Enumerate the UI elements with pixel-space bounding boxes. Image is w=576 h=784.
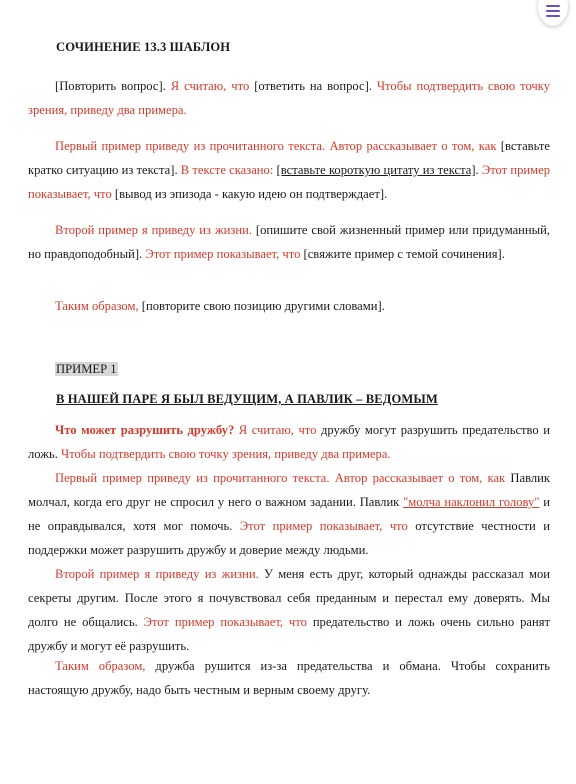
example-ex1-continuation: и не оправдывался, хотя мог помочь. <box>28 495 551 533</box>
template-ex1-placeholder-conclusion: [вывод из эпизода - какую идею он подтверждает]. <box>114 187 388 201</box>
example-paragraph-intro <box>28 418 550 466</box>
menu-icon <box>546 5 560 17</box>
template-paragraph-example-life <box>28 218 550 266</box>
example-ex1-conclusion: отсутствие честности и поддержки может разрушить дружбу и доверие между людьми. <box>28 519 551 557</box>
example-ex1-phrase-shows: Этот пример показывает, что <box>239 519 416 533</box>
template-ex1-phrase-shows: Этот пример показывает, что <box>28 163 550 201</box>
example-ex1-phrase: Первый пример приведу из прочитанного текста. Автор рассказывает о том, как <box>55 471 511 485</box>
template-paragraph-example-text <box>28 134 550 206</box>
template-intro-phrase-opinion: Я считаю, что <box>170 79 255 93</box>
template-ex1-phrase-quote: В тексте сказано: <box>180 163 277 177</box>
example-ex2-phrase-shows: Этот пример показывает, что <box>143 615 313 629</box>
example-heading: В НАШЕЙ ПАРЕ Я БЫЛ ВЕДУЩИМ, А ПАВЛИК – ВЕДОМЫМ <box>56 392 438 406</box>
example-ex2-life: У меня есть друг, который однажды рассказал мои секреты другим. После этого я почувствовал себя преданным и перестал ему доверять. Мы долго не общались. <box>28 567 550 629</box>
template-ex1-punct: . <box>475 163 482 177</box>
template-ex2-phrase-shows: Этот пример показывает, что <box>145 247 304 261</box>
template-ex2-placeholder-life: [опишите свой жизненный пример или придуманный, но правдоподобный]. <box>28 223 551 261</box>
example-label-text: ПРИМЕР 1 <box>56 362 117 376</box>
example-ex1-quote: "молча наклонил голову" <box>403 495 540 509</box>
template-intro-placeholder-question: [Повторить вопрос]. <box>55 79 171 93</box>
template-paragraph-conclusion <box>28 294 550 318</box>
example-intro-answer: дружбу могут разрушить предательство и ложь. <box>28 423 550 461</box>
template-title: СОЧИНЕНИЕ 13.3 ШАБЛОН <box>56 40 231 54</box>
template-paragraph-intro <box>28 74 550 122</box>
example-label <box>55 357 118 381</box>
example-conclusion-phrase: Таким образом, <box>55 659 156 673</box>
example-conclusion-text: дружба рушится из-за предательства и обмана. Чтобы сохранить настоящую дружбу, надо быть честным и верным своему другу. <box>28 659 550 697</box>
template-ex1-placeholder-situation: [вставьте кратко ситуацию из текста]. <box>28 139 550 177</box>
example-ex1-situation: Павлик молчал, когда его друг не спросил у него о важном задании. Павлик <box>28 471 550 509</box>
example-intro-phrase-proof: Чтобы подтвердить свою точку зрения, приведу два примера. <box>61 447 391 461</box>
template-conclusion-placeholder: [повторите свою позицию другими словами]. <box>141 299 385 313</box>
menu-button[interactable] <box>538 0 568 26</box>
example-paragraph-example-life <box>28 562 550 658</box>
template-conclusion-phrase: Таким образом, <box>55 299 142 313</box>
example-intro-phrase-opinion: Я считаю, что <box>238 423 321 437</box>
template-ex2-placeholder-link: [свяжите пример с темой сочинения]. <box>303 247 505 261</box>
template-ex2-phrase: Второй пример я приведу из жизни. <box>55 223 256 237</box>
example-paragraph-example-text <box>28 466 550 562</box>
example-ex2-conclusion: предательство и ложь очень сильно ранят дружбу и могут её разрушить. <box>28 615 550 653</box>
template-intro-phrase-proof: Чтобы подтвердить свою точку зрения, приведу два примера. <box>28 79 551 117</box>
example-paragraph-conclusion <box>28 654 550 702</box>
template-ex1-phrase: Первый пример приведу из прочитанного текста. Автор рассказывает о том, как <box>55 139 501 153</box>
template-intro-placeholder-answer: [ответить на вопрос]. <box>254 79 377 93</box>
example-ex2-phrase: Второй пример я приведу из жизни. <box>55 567 265 581</box>
template-ex1-placeholder-quote: [вставьте короткую цитату из текста] <box>276 163 476 177</box>
example-intro-question: Что может разрушить дружбу? <box>55 423 239 437</box>
